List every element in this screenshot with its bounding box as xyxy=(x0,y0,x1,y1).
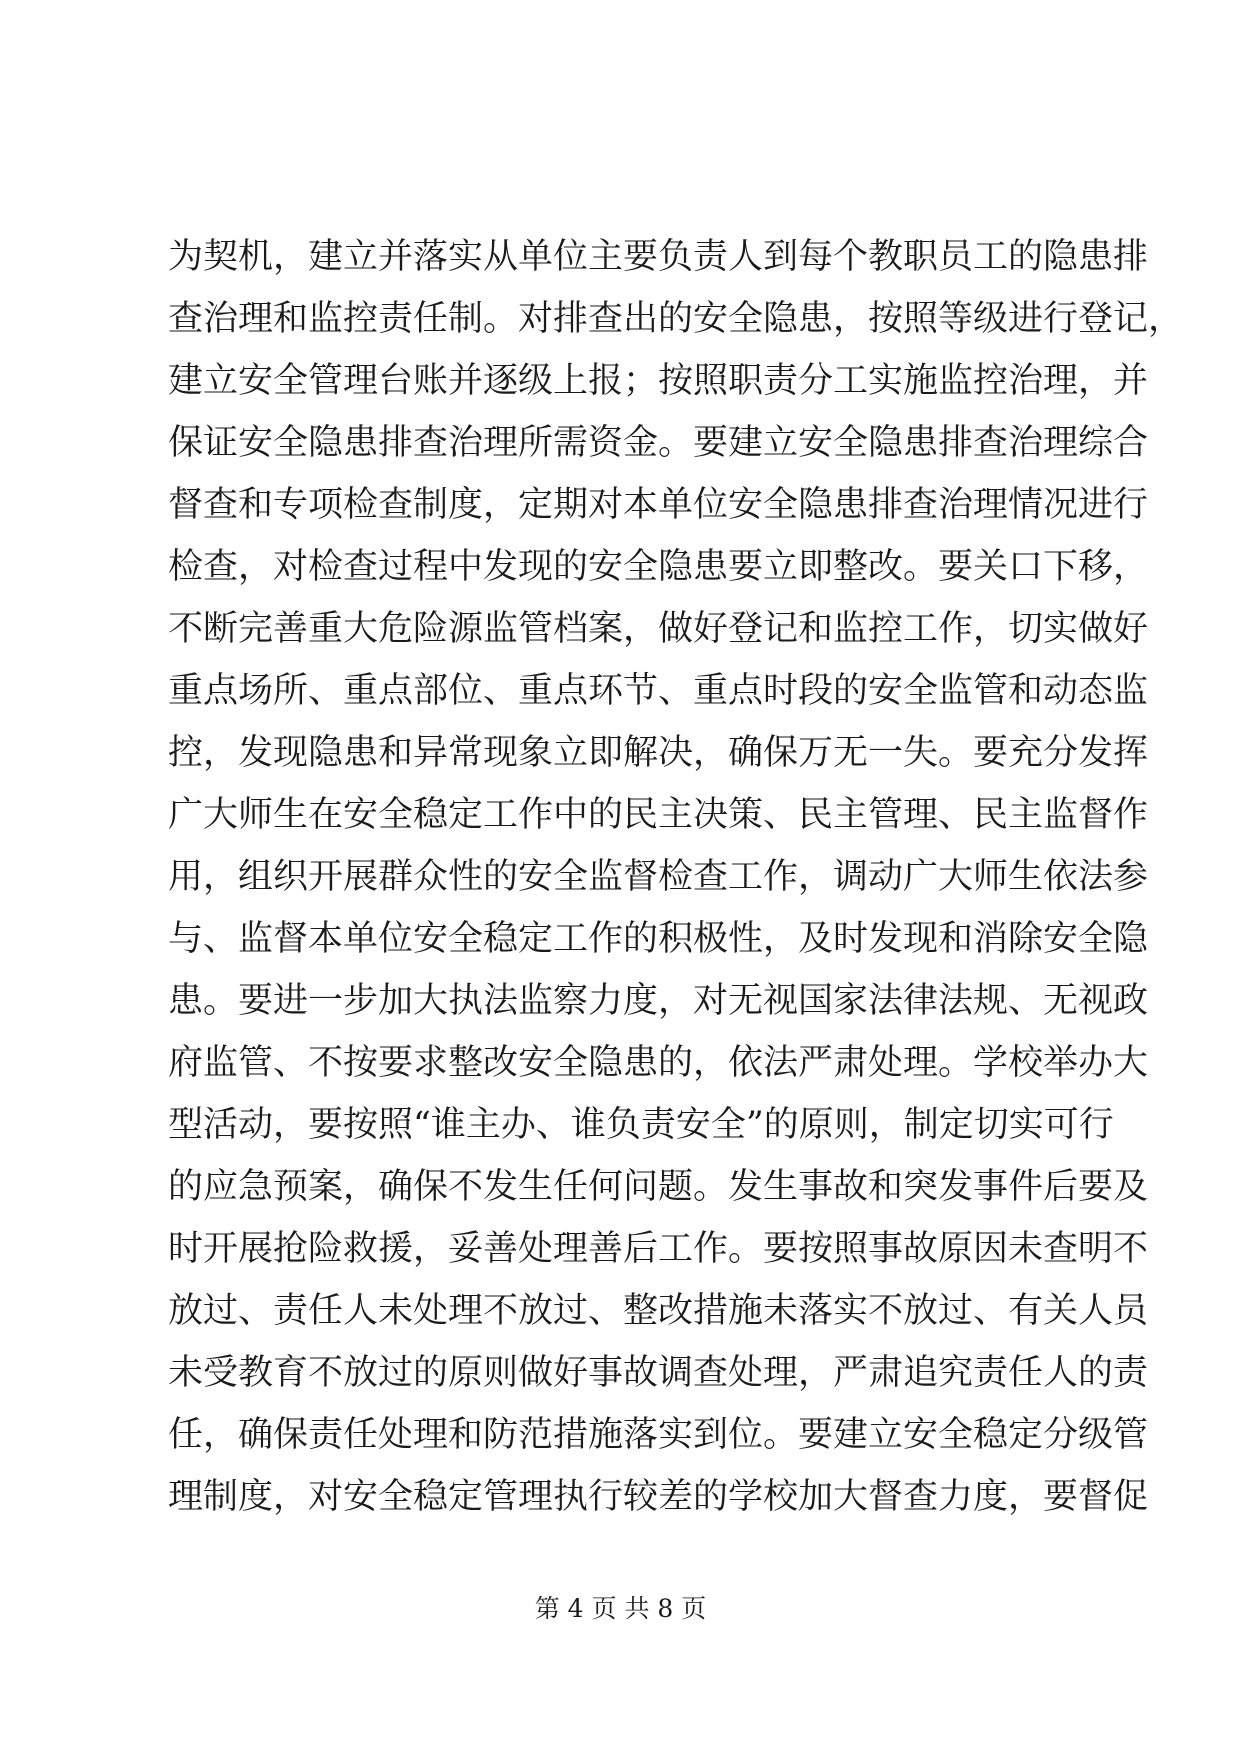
text-line: 保证安全隐患排查治理所需资金。要建立安全隐患排查治理综合 xyxy=(168,423,1149,463)
text-line: 未受教育不放过的原则做好事故调查处理，严肃追究责任人的责 xyxy=(168,1353,1149,1393)
text-line: 检查，对检查过程中发现的安全隐患要立即整改。要关口下移， xyxy=(168,547,1149,587)
text-line: 与、监督本单位安全稳定工作的积极性，及时发现和消除安全隐 xyxy=(168,919,1149,959)
text-line: 患。要进一步加大执法监察力度，对无视国家法律法规、无视政 xyxy=(168,981,1149,1021)
text-line: 府监管、不按要求整改安全隐患的，依法严肃处理。学校举办大 xyxy=(168,1043,1149,1083)
text-line: 重点场所、重点部位、重点环节、重点时段的安全监管和动态监 xyxy=(168,671,1149,711)
text-line: 不断完善重大危险源监管档案，做好登记和监控工作，切实做好 xyxy=(168,609,1149,649)
page-number-footer: 第 4 页 共 8 页 xyxy=(534,1594,707,1623)
text-line: 为契机，建立并落实从单位主要负责人到每个教职员工的隐患排 xyxy=(168,237,1149,277)
text-line: 理制度，对安全稳定管理执行较差的学校加大督查力度，要督促 xyxy=(168,1477,1149,1517)
text-line: 任，确保责任处理和防范措施落实到位。要建立安全稳定分级管 xyxy=(168,1415,1149,1455)
text-line: 型活动，要按照“谁主办、谁负责安全”的原则，制定切实可行 xyxy=(168,1105,1114,1145)
text-line: 查治理和监控责任制。对排查出的安全隐患，按照等级进行登记， xyxy=(168,299,1184,339)
text-line: 的应急预案，确保不发生任何问题。发生事故和突发事件后要及 xyxy=(168,1167,1149,1207)
text-line: 用，组织开展群众性的安全监督检查工作，调动广大师生依法参 xyxy=(168,857,1149,897)
text-line: 控，发现隐患和异常现象立即解决，确保万无一失。要充分发挥 xyxy=(168,733,1149,773)
text-line: 广大师生在安全稳定工作中的民主决策、民主管理、民主监督作 xyxy=(168,795,1149,835)
text-line: 放过、责任人未处理不放过、整改措施未落实不放过、有关人员 xyxy=(168,1291,1149,1331)
text-line: 建立安全管理台账并逐级上报；按照职责分工实施监控治理，并 xyxy=(168,361,1149,401)
body-text xyxy=(168,226,1184,1528)
text-line: 督查和专项检查制度，定期对本单位安全隐患排查治理情况进行 xyxy=(168,485,1149,525)
text-line: 时开展抢险救援，妥善处理善后工作。要按照事故原因未查明不 xyxy=(168,1229,1149,1269)
